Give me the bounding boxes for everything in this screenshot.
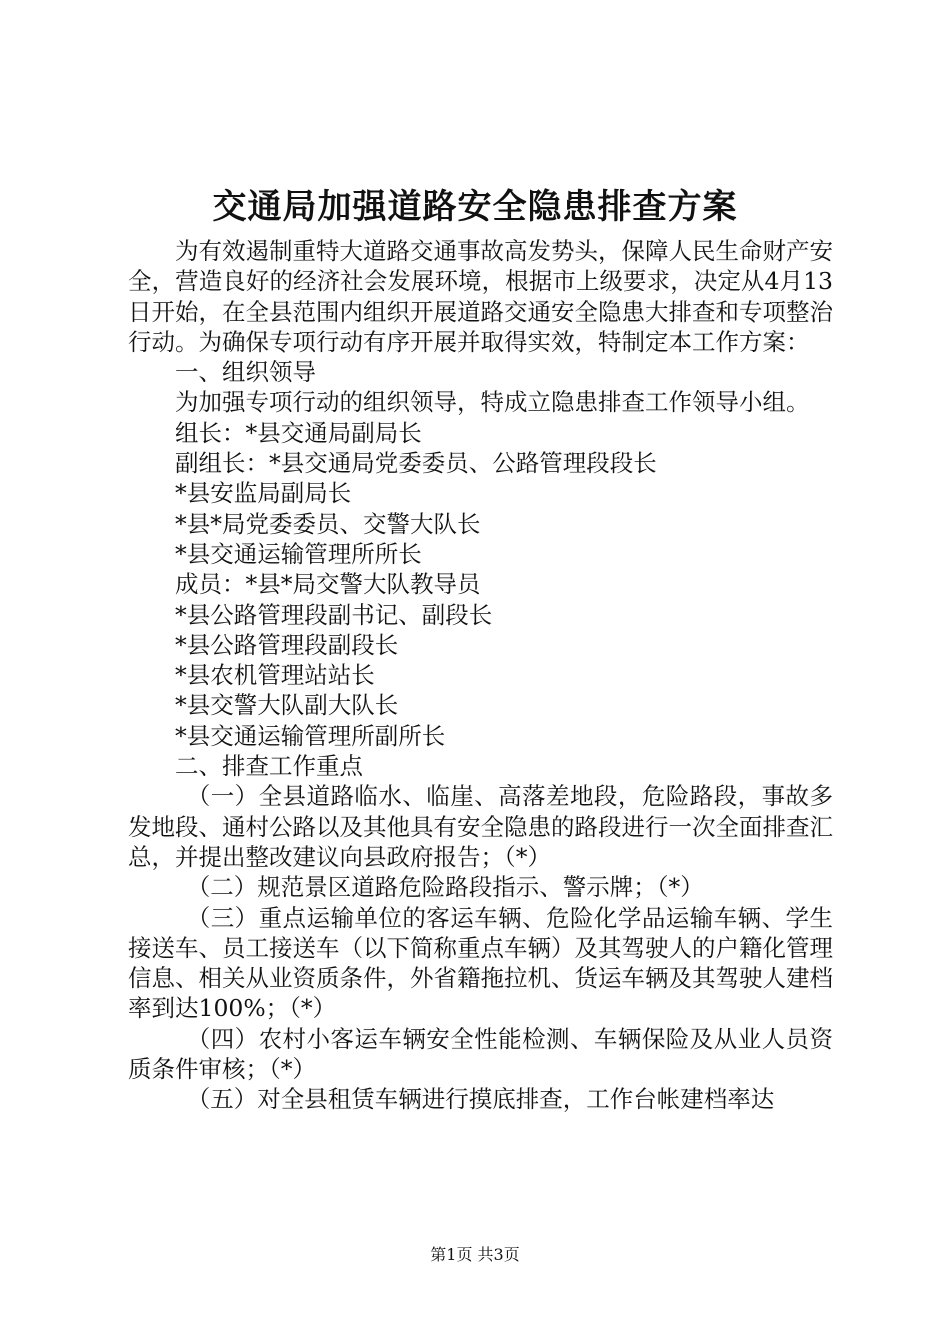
member-line: *县农机管理站站长 — [175, 661, 375, 690]
inspection-item: （三）重点运输单位的客运车辆、危险化学品运输车辆、学生接送车、员工接送车（以下简称重点车辆）及其驾驶人的户籍化管理信息、相关从业资质条件，外省籍拖拉机、货运车辆及其驾驶人建档率到达100%；（*） — [128, 903, 833, 1023]
document-body — [128, 236, 833, 1115]
member-line: 副组长：*县交通局党委委员、公路管理段段长 — [175, 449, 657, 478]
member-line: *县交通运输管理所副所长 — [175, 721, 446, 750]
page-number: 第1页 共3页 — [430, 1245, 520, 1264]
section-heading-inspection: 二、排查工作重点 — [175, 752, 363, 781]
inspection-item: （二）规范景区道路危险路段指示、警示牌；（*） — [186, 873, 704, 902]
member-line: *县交通运输管理所所长 — [175, 539, 422, 568]
document-title: 交通局加强道路安全隐患排查方案 — [212, 187, 738, 227]
member-line: *县公路管理段副段长 — [175, 630, 399, 659]
member-line: *县公路管理段副书记、副段长 — [175, 600, 493, 629]
inspection-item: （五）对全县租赁车辆进行摸底排查，工作台帐建档率达 — [186, 1085, 775, 1114]
member-line: 组长：*县交通局副局长 — [175, 418, 422, 447]
paragraph-leadership-group: 为加强专项行动的组织领导，特成立隐患排查工作领导小组。 — [175, 388, 810, 417]
inspection-item: （一）全县道路临水、临崖、高落差地段，危险路段，事故多发地段、通村公路以及其他具有安全隐患的路段进行一次全面排查汇总，并提出整改建议向县政府报告；（*） — [128, 782, 833, 871]
member-line: *县*局党委委员、交警大队长 — [175, 509, 481, 538]
member-line: *县安监局副局长 — [175, 479, 352, 508]
section-heading-organization: 一、组织领导 — [175, 358, 316, 387]
member-line: *县交警大队副大队长 — [175, 691, 399, 720]
member-line: 成员：*县*局交警大队教导员 — [175, 570, 481, 599]
inspection-item: （四）农村小客运车辆安全性能检测、车辆保险及从业人员资质条件审核；（*） — [128, 1024, 833, 1084]
intro-paragraph: 为有效遏制重特大道路交通事故高发势头，保障人民生命财产安全，营造良好的经济社会发展环境，根据市上级要求，决定从4月13日开始，在全县范围内组织开展道路交通安全隐患大排查和专项整治行动。为确保专项行动有序开展并取得实效，特制定本工作方案： — [128, 237, 833, 356]
